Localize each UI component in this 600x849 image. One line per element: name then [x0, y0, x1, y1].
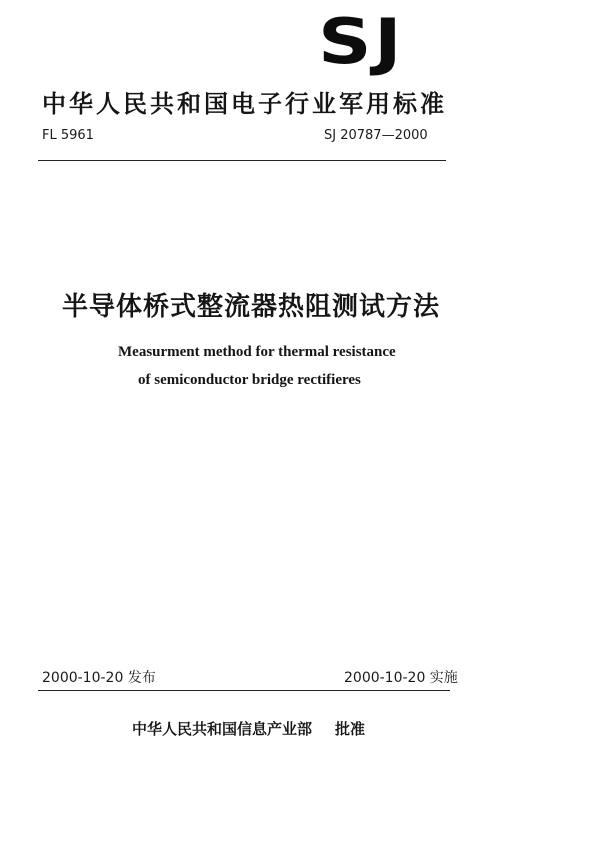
document-title-en-line2: of semiconductor bridge rectifieres — [138, 372, 361, 388]
issue-date: 2000-10-20 发布 — [42, 670, 156, 686]
document-title-cn: 半导体桥式整流器热阻测试方法 — [62, 292, 441, 322]
standard-number: SJ 20787—2000 — [324, 128, 428, 143]
sj-logo: SJ — [318, 5, 405, 78]
footer-divider — [38, 690, 450, 691]
approving-authority: 中华人民共和国信息产业部 — [132, 720, 313, 738]
approval-label: 批准 — [335, 720, 366, 738]
implementation-date: 2000-10-20 实施 — [344, 670, 458, 686]
document-title-en-line1: Measurment method for thermal resistance — [118, 344, 396, 360]
standard-series-title: 中华人民共和国电子行业军用标准 — [42, 90, 447, 118]
header-divider — [38, 160, 446, 161]
classification-code: FL 5961 — [42, 128, 94, 143]
